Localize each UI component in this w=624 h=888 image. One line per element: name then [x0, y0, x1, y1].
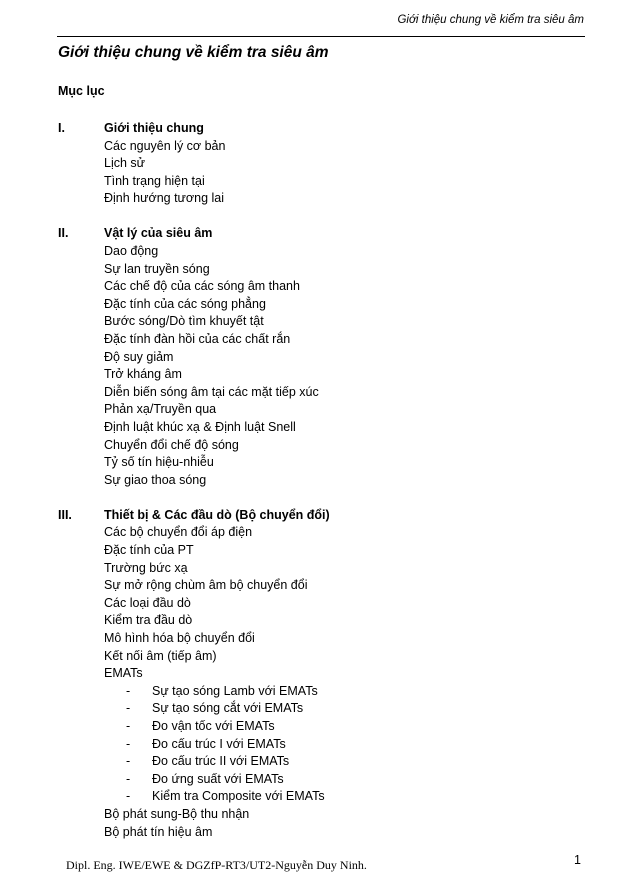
toc-item: Mô hình hóa bộ chuyển đổi: [104, 631, 255, 646]
toc-item: Kiểm tra đầu dò: [104, 613, 193, 628]
toc-subitem: [58, 683, 578, 701]
toc-item: Định luật khúc xạ & Định luật Snell: [104, 420, 296, 434]
toc-section-header: [58, 507, 578, 525]
toc-item: Bước sóng/Dò tìm khuyết tật: [104, 314, 264, 329]
toc-subitem: [58, 736, 578, 754]
list-dash: -: [126, 683, 131, 698]
toc-item: Các chế độ của các sóng âm thanh: [104, 279, 300, 294]
toc-item: Trở kháng âm: [104, 367, 182, 382]
list-dash: -: [126, 719, 131, 733]
table-of-contents: [58, 120, 578, 859]
toc-item: Định hướng tương lai: [104, 191, 224, 206]
toc-subitem: [58, 788, 578, 806]
toc-section-header: [58, 225, 578, 243]
toc-subitem-label: Sự tạo sóng cắt với EMATs: [152, 701, 304, 716]
toc-item: Bộ phát sung-Bộ thu nhận: [104, 806, 250, 821]
toc-item: Trường bức xạ: [104, 560, 188, 575]
toc-item: Các nguyên lý cơ bản: [104, 138, 226, 153]
toc-item: Đặc tính của các sóng phẳng: [104, 296, 266, 311]
section-numeral: II.: [58, 226, 69, 241]
toc-section: [58, 120, 578, 208]
toc-item: EMATs: [104, 666, 143, 681]
toc-heading: Mục lục: [58, 84, 105, 98]
toc-item: Diễn biến sóng âm tại các mặt tiếp xúc: [104, 384, 319, 399]
section-numeral: I.: [58, 121, 65, 135]
toc-subitem-label: Đo cấu trúc I với EMATs: [152, 736, 286, 751]
header-divider: [57, 36, 585, 37]
document-title: Giới thiệu chung về kiểm tra siêu âm: [58, 44, 329, 61]
toc-subitem-label: Kiểm tra Composite với EMATs: [152, 789, 325, 804]
toc-subitem: [58, 718, 578, 736]
list-dash: -: [126, 754, 131, 769]
list-dash: -: [126, 736, 131, 751]
list-dash: -: [126, 789, 131, 804]
section-title: Giới thiệu chung: [104, 121, 204, 135]
toc-item: Phản xạ/Truyền qua: [104, 402, 217, 417]
footer-author: Dipl. Eng. IWE/EWE & DGZfP-RT3/UT2-Nguyễn Duy Ninh.: [66, 858, 367, 872]
toc-item: Kết nối âm (tiếp âm): [104, 648, 217, 663]
toc-subitem: [58, 700, 578, 718]
toc-item: Tỷ số tín hiệu-nhiễu: [104, 455, 214, 470]
list-dash: -: [126, 771, 131, 786]
toc-section: [58, 507, 578, 841]
toc-item: Bộ phát tín hiệu âm: [104, 824, 213, 839]
toc-subitem-label: Đo vận tốc với EMATs: [152, 719, 275, 733]
section-numeral: III.: [58, 507, 72, 522]
toc-subitem-label: Sự tạo sóng Lamb với EMATs: [152, 683, 318, 698]
running-header: Giới thiệu chung về kiểm tra siêu âm: [397, 14, 584, 26]
toc-item: Sự lan truyền sóng: [104, 261, 210, 276]
toc-item: Sự mở rộng chùm âm bộ chuyển đổi: [104, 578, 308, 593]
toc-item: Các bộ chuyển đổi áp điện: [104, 525, 253, 540]
toc-subitem-label: Đo ứng suất với EMATs: [152, 771, 284, 786]
toc-item: Sự giao thoa sóng: [104, 472, 207, 487]
toc-item: Chuyển đổi chế độ sóng: [104, 437, 239, 452]
page-number: 1: [574, 853, 581, 867]
toc-item: Độ suy giảm: [104, 349, 174, 364]
toc-subitem: [58, 771, 578, 789]
section-title: Thiết bị & Các đầu dò (Bộ chuyển đổi): [104, 507, 330, 522]
list-dash: -: [126, 701, 131, 716]
toc-item: Lịch sử: [104, 156, 146, 171]
toc-item: Đặc tính của PT: [104, 543, 194, 558]
toc-subitem-label: Đo cấu trúc II với EMATs: [152, 754, 290, 769]
toc-subitem: [58, 753, 578, 771]
toc-section: [58, 225, 578, 489]
toc-item: Các loại đầu dò: [104, 595, 191, 610]
section-title: Vật lý của siêu âm: [104, 226, 213, 241]
toc-section-header: [58, 120, 578, 138]
toc-item: Đặc tính đàn hồi của các chất rắn: [104, 332, 291, 347]
toc-item: Dao động: [104, 244, 159, 259]
toc-item: Tình trạng hiện tại: [104, 173, 205, 188]
